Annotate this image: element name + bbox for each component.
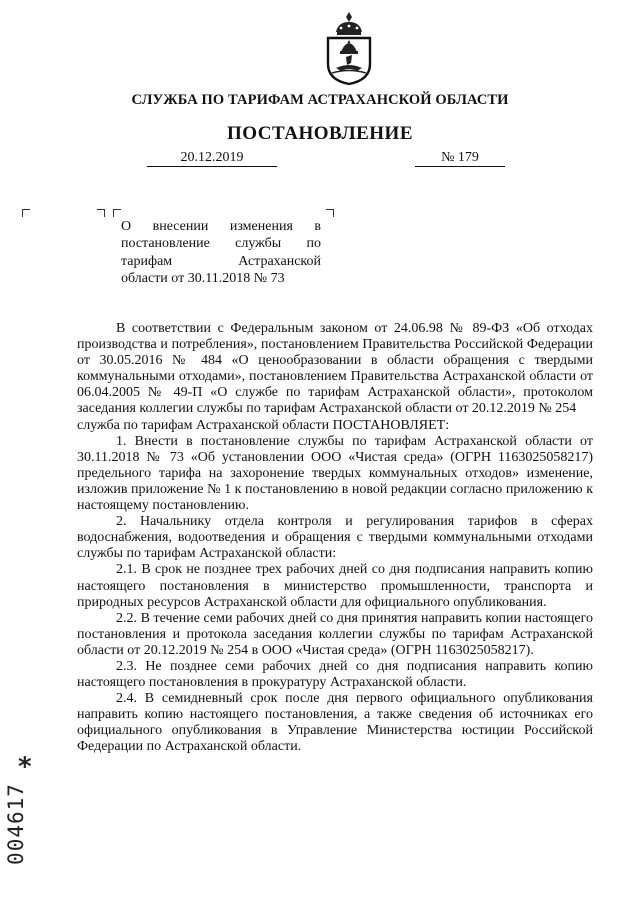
clause-2-3: 2.3. Не позднее семи рабочих дней со дня подписания направить копию настоящего постановления в прокуратуру Астраханской области. (77, 658, 593, 691)
registration-star-mark: * (18, 752, 32, 782)
preamble-paragraph: В соответствии с Федеральным законом от 24.06.98 № 89-ФЗ «Об отходах производства и потребления», постановлением Правительства Российской Федерации от 30.05.2016 № 484 «О ценообразовании в области обращения с твердыми коммунальными отходами», постановлением Правительства Астраханской области от 06.04.2005 № 49-П «О службе по тарифам Астраханской области», протоколом заседания коллегии службы по тарифам Астраханской области от 20.12.2019 № 254 (77, 321, 593, 417)
subject-line: тарифам Астраханской (121, 253, 321, 269)
document-body (77, 321, 593, 756)
subject-line: постановление службы по (121, 236, 321, 252)
clause-2: 2. Начальнику отдела контроля и регулирования тарифов в сферах водоснабжения, водоотведения и обращения с твердыми коммунальными отходами службы по тарифам Астраханской области: (77, 514, 593, 562)
decree-line: служба по тарифам Астраханской области ПОСТАНОВЛЯЕТ: (77, 417, 450, 433)
corner-mark-top-right (326, 209, 334, 217)
clause-2-4: 2.4. В семидневный срок после дня первого официального опубликования направить копию настоящего постановления, а также сведения об источниках его официального опубликования в Управление Министерства юстиции Российской Федерации по Астраханской области. (77, 691, 593, 755)
registration-number: 004617 (4, 783, 28, 865)
subject-line: О внесении изменения в (121, 219, 321, 234)
clause-1: 1. Внести в постановление службы по тарифам Астраханской области от 30.11.2018 № 73 «Об установлении ООО «Чистая среда» (ОГРН 1163025058217) предельного тарифа на захоронение твердых коммунальных отходов» изменение, изложив приложение № 1 к постановлению в новой редакции согласно приложению к настоящему постановлению. (77, 433, 593, 514)
organization-name: СЛУЖБА ПО ТАРИФАМ АСТРАХАНСКОЙ ОБЛАСТИ (131, 92, 509, 108)
clause-2-1: 2.1. В срок не позднее трех рабочих дней со дня подписания направить копию настоящего постановления в министерство промышленности, транспорта и природных ресурсов Астраханской области для официального опубликования. (77, 562, 593, 610)
corner-mark-top-right (97, 209, 105, 217)
subject-line: области от 30.11.2018 № 73 (121, 270, 285, 286)
document-subject (121, 218, 321, 287)
corner-mark-top-left (22, 209, 30, 217)
document-number: № 179 (415, 150, 505, 167)
clause-2-2: 2.2. В течение семи рабочих дней со дня принятия направить копии настоящего постановления и протокола заседания коллегии службы по тарифам Астраханской области от 20.12.2019 № 254 в ООО «Чистая среда» (ОГРН 1163025058217). (77, 610, 593, 658)
document-type-title: ПОСТАНОВЛЕНИЕ (226, 123, 414, 144)
corner-mark-top-left (113, 209, 121, 217)
document-date: 20.12.2019 (147, 150, 277, 167)
coat-of-arms-icon (324, 10, 374, 86)
